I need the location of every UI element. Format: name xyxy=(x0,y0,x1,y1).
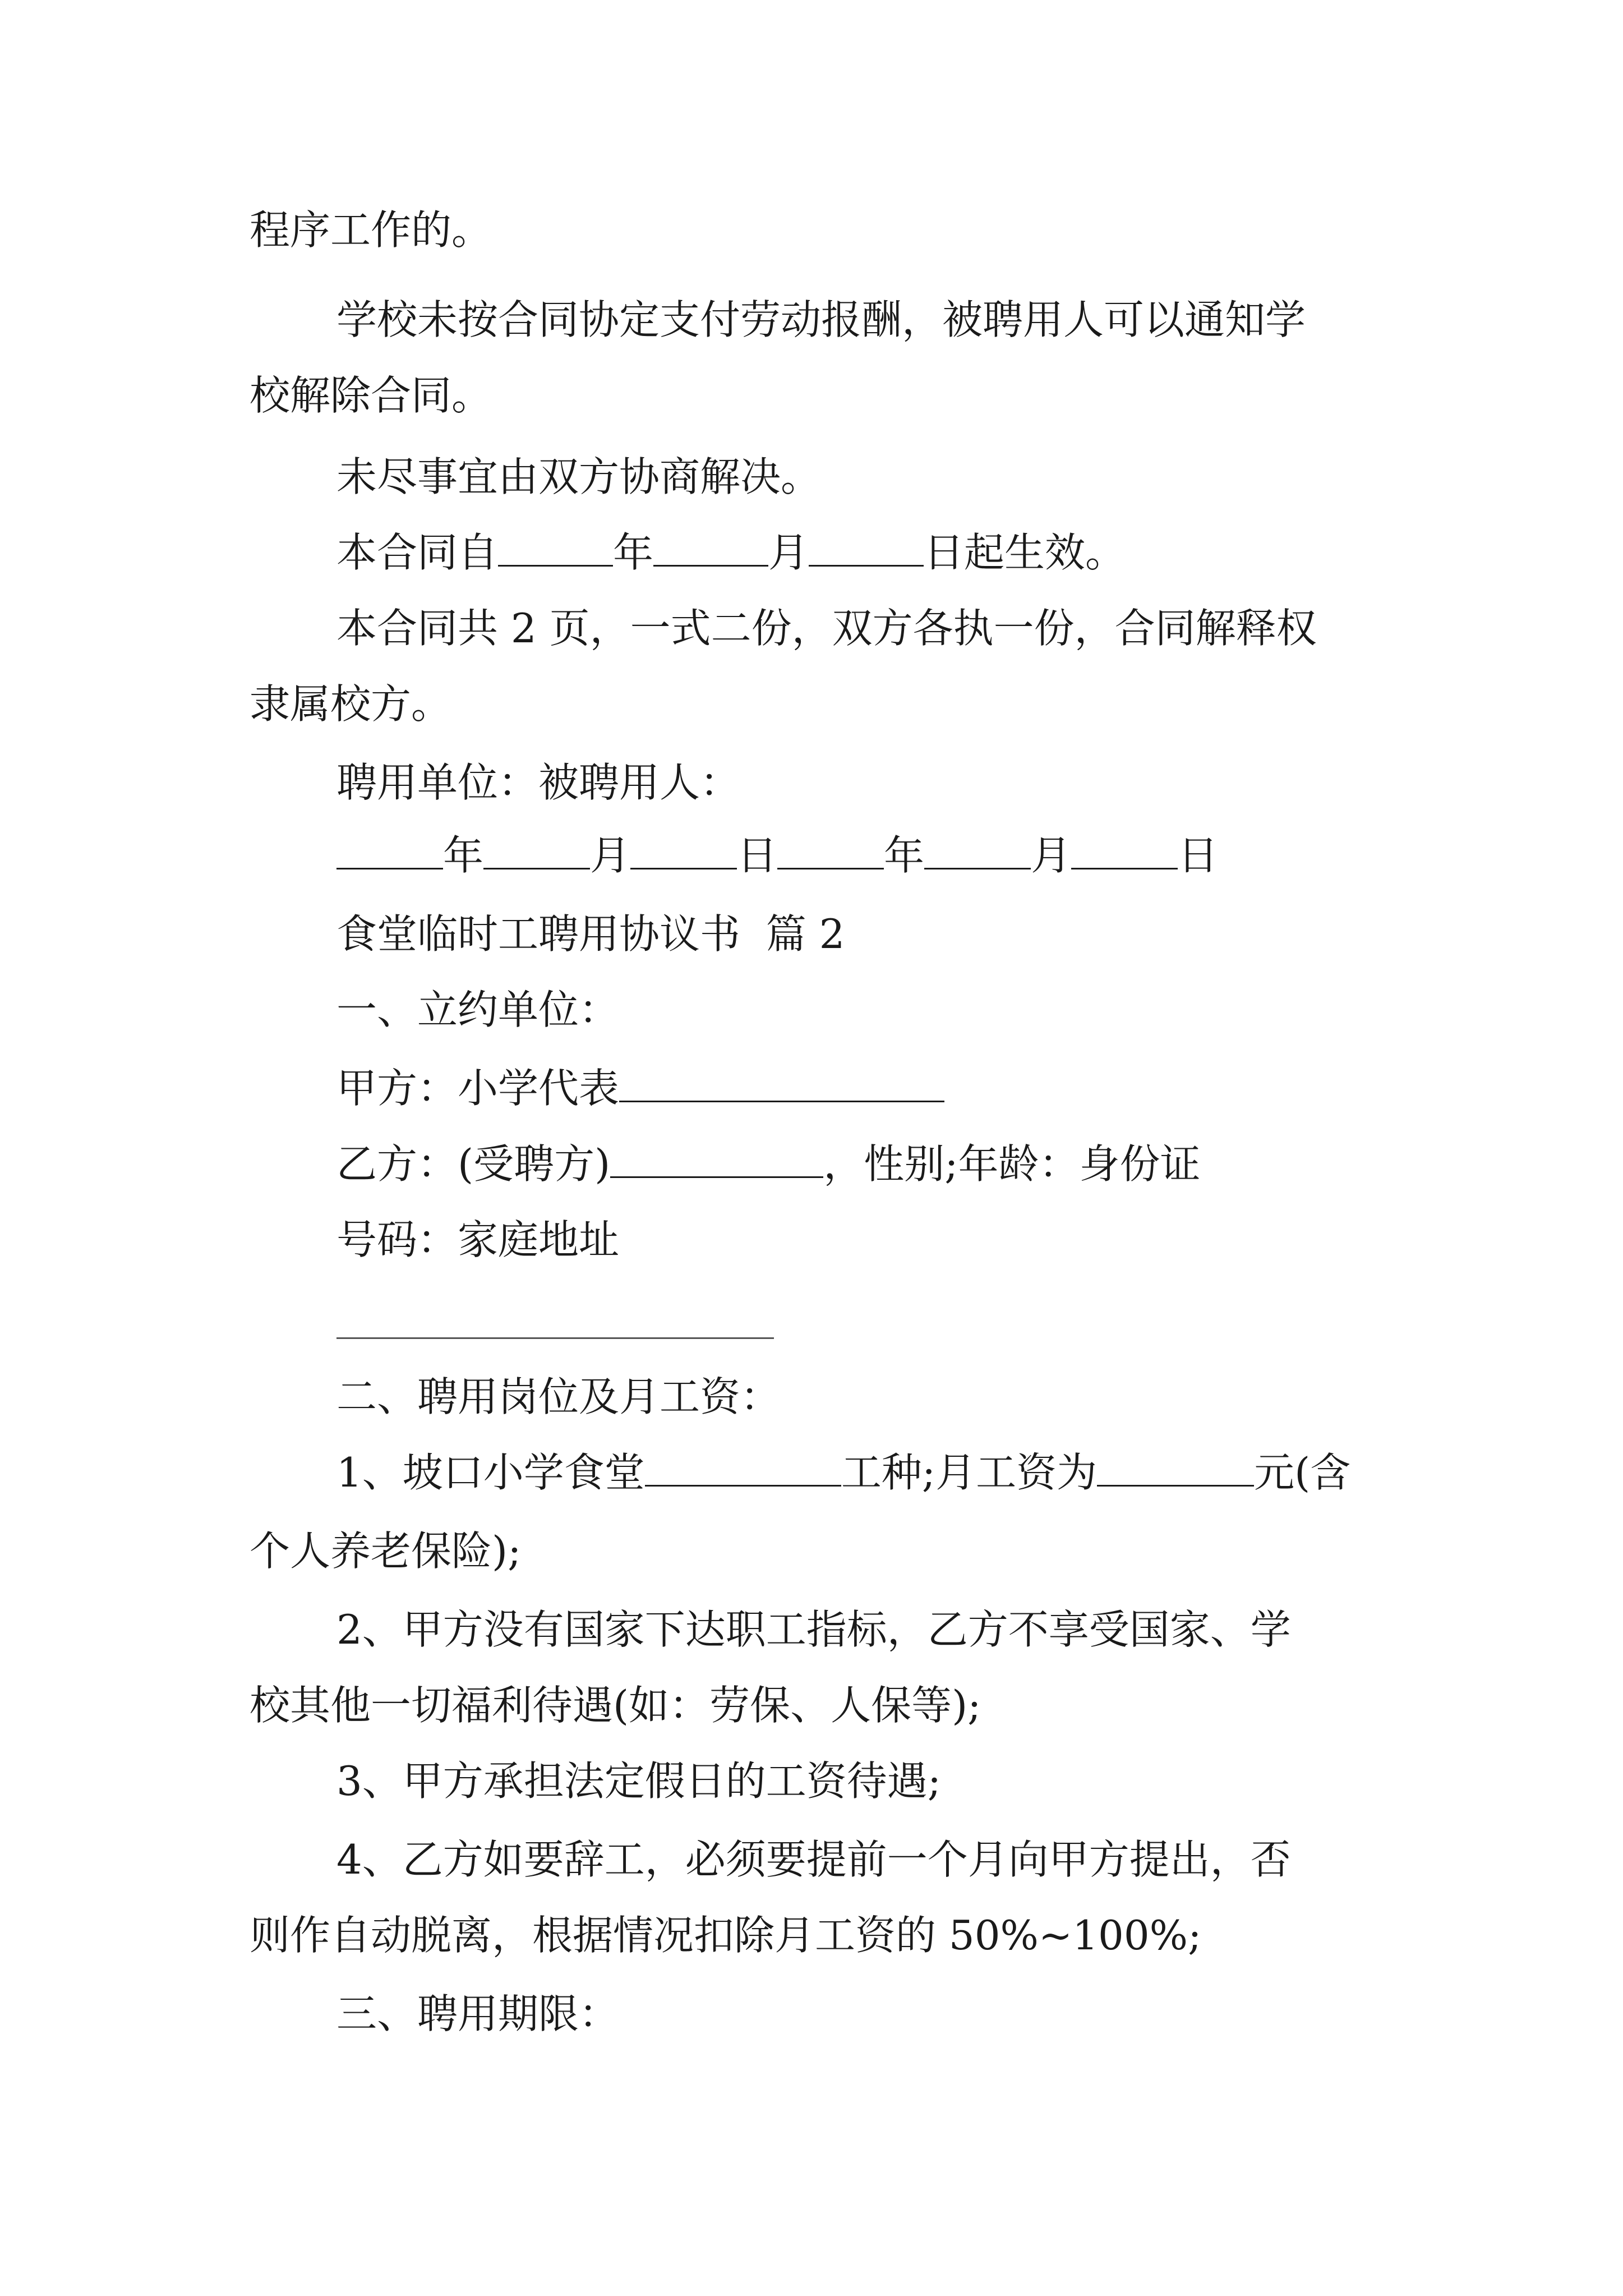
paragraph-line: 程序工作的。 xyxy=(250,206,492,254)
signature-date-line xyxy=(336,827,1218,884)
blank-field xyxy=(483,833,590,869)
blank-field xyxy=(610,1142,823,1178)
blank-field xyxy=(1071,833,1178,869)
text-run: 月 xyxy=(590,832,631,879)
address-blank-rule xyxy=(336,1337,774,1339)
paragraph-line: 3、甲方承担法定假日的工资待遇; xyxy=(336,1757,942,1805)
text-run: 元(含 xyxy=(1254,1449,1351,1496)
paragraph-line: 隶属校方。 xyxy=(250,680,452,728)
text-run: 月 xyxy=(768,529,809,576)
blank-field xyxy=(1097,1450,1254,1487)
blank-field xyxy=(924,833,1031,869)
text-run: 本合同自 xyxy=(336,529,499,576)
text-run: 日 xyxy=(1178,832,1219,879)
text-run: 甲方：小学代表 xyxy=(336,1065,620,1112)
paragraph-line: 个人养老保险); xyxy=(250,1527,522,1575)
paragraph-line: 二、聘用岗位及月工资： xyxy=(336,1373,781,1420)
blank-field xyxy=(645,1450,841,1487)
paragraph-line: 本合同共 2 页，一式二份，双方各执一份，合同解释权 xyxy=(336,605,1317,652)
text-run: 年 xyxy=(443,832,484,879)
text-run: 日 xyxy=(737,832,778,879)
paragraph-line: 校其他一切福利待遇(如：劳保、人保等); xyxy=(250,1682,981,1729)
effective-date-line xyxy=(336,524,1126,581)
party-b-line xyxy=(336,1136,1200,1192)
text-run: ，性别;年龄：身份证 xyxy=(823,1140,1201,1188)
signature-labels: 聘用单位：被聘用人： xyxy=(336,759,741,806)
blank-field xyxy=(630,833,737,869)
text-run: 1、坡口小学食堂 xyxy=(336,1449,645,1496)
paragraph-line: 一、立约单位： xyxy=(336,986,620,1033)
position-wage-line xyxy=(336,1444,1350,1501)
paragraph-line: 2、甲方没有国家下达职工指标，乙方不享受国家、学 xyxy=(336,1606,1291,1653)
section-heading: 食堂临时工聘用协议书 篇 2 xyxy=(336,910,845,958)
text-run: 年 xyxy=(613,529,654,576)
text-run: 日起生效。 xyxy=(924,529,1126,576)
blank-field xyxy=(619,1066,944,1102)
blank-field xyxy=(653,530,768,567)
text-run: 乙方：(受聘方) xyxy=(336,1140,611,1188)
paragraph-line: 号码：家庭地址 xyxy=(336,1216,620,1263)
blank-field xyxy=(777,833,884,869)
party-a-line xyxy=(336,1060,944,1116)
blank-field xyxy=(809,530,924,567)
paragraph-line: 学校未按合同协定支付劳动报酬，被聘用人可以通知学 xyxy=(336,296,1306,343)
paragraph-line: 则作自动脱离，根据情况扣除月工资的 50%~100%; xyxy=(250,1912,1202,1959)
text-run: 工种;月工资为 xyxy=(841,1449,1098,1496)
paragraph-line: 未尽事宜由双方协商解决。 xyxy=(336,453,822,500)
blank-field xyxy=(498,530,613,567)
text-run: 年 xyxy=(884,832,925,879)
paragraph-line: 校解除合同。 xyxy=(250,372,492,419)
paragraph-line: 4、乙方如要辞工，必须要提前一个月向甲方提出，否 xyxy=(336,1836,1291,1883)
text-run: 月 xyxy=(1031,832,1072,879)
blank-field xyxy=(336,833,443,869)
paragraph-line: 三、聘用期限： xyxy=(336,1990,620,2037)
